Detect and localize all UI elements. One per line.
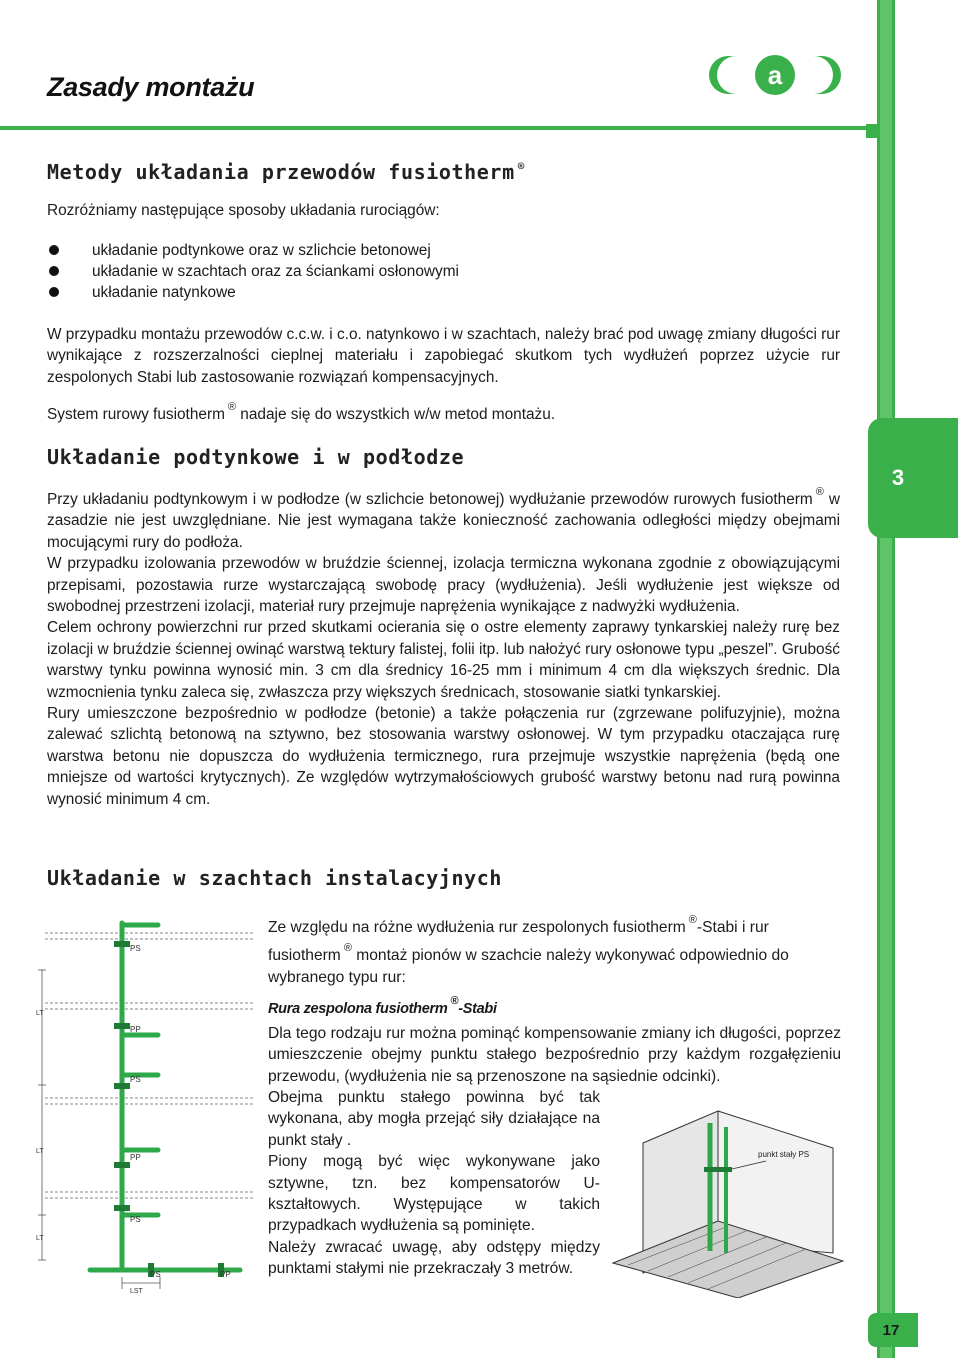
dimension-label: LT [36,1235,44,1242]
diagram-label: PS [130,1215,141,1224]
list-item: układanie w szachtach oraz za ściankami osłonowymi [47,261,747,282]
paragraph: Dla tego rodzaju rur można pominąć kompensowanie zmiany ich długości, poprzez umieszczenie obejmy punktu stałego bezpośrednio przy każdym rozgałęzieniu przewodu, (wydłużenia nie są przenoszone na sąsiednie odcinki). [268,1025,841,1085]
paragraph: Obejma punktu stałego powinna być tak wykonana, aby mogła przejąć siły działające na punkt stały . [268,1089,600,1149]
chapter-tab[interactable] [868,418,958,538]
side-rail-inner [880,0,892,1358]
page-number: 17 [882,1321,900,1339]
subheading-text: -Stabi [458,1001,497,1017]
registered-mark: ® [517,160,525,173]
header-rule-cap [866,124,880,138]
system-text-b: nadaje się do wszystkich w/w metod montażu. [240,406,556,423]
section-heading-underplaster: Układanie podtynkowe i w podłodze [47,445,465,469]
paragraph: W przypadku montażu przewodów c.c.w. i c.o. natynkowo i w szachtach, należy brać pod uwagę zmiany długości rur wynikające z rozszerzalności cieplnej materiału i zapobiegać skutkom tych wydłużeń poprzez użycie rur zespolonych Stabi lub zastosowanie rozwiązań kompensacyjnych. [47,326,840,386]
paragraph-text: montaż pionów w szachcie należy wykonywać odpowiednio do wybranego typu rur: [268,947,789,986]
intro-text: Rozróżniamy następujące sposoby układania rurociągów: [47,202,440,219]
subheading-text: Rura zespolona fusiotherm [268,1001,448,1017]
diagram-label: PS [130,944,141,953]
paragraph-shafts-intro [268,910,841,988]
registered-mark: ® [815,486,824,498]
dimension-label: LT [36,1148,44,1155]
registered-mark: ® [227,401,237,413]
dimension-label: LT [36,1010,44,1017]
paragraph: Rury umieszczone bezpośrednio w podłodze (betonie) a także połączenia rur (zgrzewane polifuzyjnie), można zalewać szlichtą betonową na sztywno, bez stosowania warstwy osłonowej. W tym przypadku otaczająca rurę warstwa betonu nie dopuszcza do wydłużenia termicznego, rura przejmuje wszystkie naprężenia (będą one mniejsze od wartości krytycznych). Ze względów wytrzymałościowych grubość warstwy betonu nad rurą powinna wynosić minimum 4 cm. [47,705,840,808]
section-heading-methods [47,160,525,184]
riser-diagram [30,915,255,1295]
paragraph: Piony mogą być więc wykonywane jako sztywne, tzn. bez kompensatorów U-kształtowych. Występujące w takich przypadkach wydłużenia są pominięte. [268,1153,600,1235]
paragraph-text: w zasadzie nie jest uwzględniane. Nie jest wymagana także konieczność zachowania odległości między obejmami mocującymi rury do podłoża. [47,491,840,551]
paragraph-text: Przy układaniu podtynkowym i w podłodze (w szlichcie betonowej) wydłużanie przewodów rurowych fusiotherm [47,491,813,508]
diagram-label: PS [150,1270,161,1279]
section-heading-methods-text: Metody układania przewodów fusiotherm [47,160,515,184]
registered-mark: ® [450,995,459,1007]
company-logo [708,52,842,98]
paragraph [47,482,840,553]
shaft-illustration [608,1103,848,1298]
list-item: układanie podtynkowe oraz w szlichcie betonowej [47,240,747,261]
section2-body [47,482,840,810]
section-heading-shafts: Układanie w szachtach instalacyjnych [47,866,503,890]
diagram-label: PP [130,1153,141,1162]
paragraph-text: Ze względu na różne wydłużenia rur zespolonych fusiotherm [268,919,686,936]
shaft-label: punkt stały PS [758,1150,810,1159]
paragraph-text: -Stabi i rur fusiotherm [268,919,769,965]
system-text-a: System rurowy fusiotherm [47,406,225,423]
header-rule [0,126,880,130]
paragraph: Należy zwracać uwagę, aby odstępy między punktami stałymi nie przekraczały 3 metrów. [268,1238,600,1278]
logo-letter: a [767,60,783,90]
dimension-label: LST [130,1288,143,1295]
methods-list [47,240,747,303]
page-number-tab [868,1313,918,1347]
paragraph-system [47,397,847,425]
diagram-label: PP [130,1025,141,1034]
subheading-stabi [268,995,497,1017]
paragraph: Celem ochrony powierzchni rur przed skutkami ocierania się o ostre elementy zaprawy tynkarskiej należy rurę bez izolacji w bruździe ściennej owinąć warstwą tektury falistej, folii itp. lub nałożyć rury osłonowe typu „peszel”. Grubość warstwy tynku powinna wynosić min. 3 cm dla średnicy 16-25 mm i minimum 4 cm dla większych średnic. Dla wzmocnienia tynku zaleca się, zwłaszcza przy większych średnicach, stosowanie siatki tynkarskiej. [47,619,840,701]
chapter-number: 3 [891,465,905,490]
section3-narrow-body [268,1087,600,1280]
diagram-label: PS [130,1075,141,1084]
registered-mark: ® [343,942,352,955]
registered-mark: ® [688,914,697,926]
paragraph: W przypadku izolowania przewodów w bruździe ściennej, izolacja termiczna wykonana zgodnie z obowiązującymi przepisami, pozostawia rurze wystarczającą swobodę pracy (wydłużenia). Jeśli wydłużenie jest większe od swobodnej przestrzeni izolacji, materiał rury przejmuje naprężenia wynikające z nadwyżki wydłużenia. [47,555,840,616]
page-header-title: Zasady montażu [47,72,255,102]
list-item: układanie natynkowe [47,282,747,303]
diagram-label: PP [220,1270,231,1279]
